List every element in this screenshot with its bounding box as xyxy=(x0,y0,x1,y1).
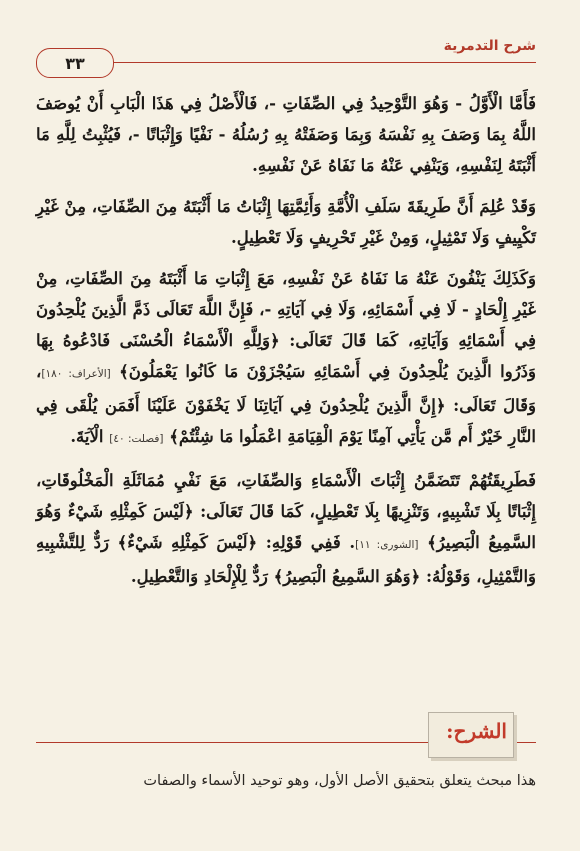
commentary-line: هذا مبحث يتعلق بتحقيق الأصل الأول، وهو توحيد الأسماء والصفات xyxy=(143,773,536,789)
quran-quote-araf: ﴿وَلِلَّهِ الْأَسْمَاءُ الْحُسْنَى فَادْعُوهُ بِهَا وَذَرُوا الَّذِينَ يُلْحِدُونَ فِي أَسْمَائِهِ سَيُجْزَوْنَ مَا كَانُوا يَعْمَلُونَ﴾ xyxy=(36,331,536,381)
paragraph-3-text-end: الْآيَةَ. xyxy=(70,427,110,446)
header-rule xyxy=(112,62,536,63)
paragraph-4 xyxy=(36,465,536,592)
paragraph-3-text-b: ، وَقَالَ تَعَالَى: xyxy=(36,362,536,415)
paragraph-3 xyxy=(36,263,536,455)
quran-quote-shura: ﴿لَيْسَ كَمِثْلِهِ شَيْءٌ وَهُوَ السَّمِيعُ الْبَصِيرُ﴾ xyxy=(36,502,536,552)
page-number-badge xyxy=(36,48,114,78)
citation-shura: [الشورى: ١١] xyxy=(355,539,419,551)
page-header xyxy=(36,34,536,78)
sharh-heading: الشرح: xyxy=(446,719,507,743)
quran-quote-samee: ﴿وَهُوَ السَّمِيعُ الْبَصِيرُ﴾ xyxy=(273,567,421,586)
paragraph-2-text: وَقَدْ عُلِمَ أَنَّ طَرِيقَةَ سَلَفِ الْأُمَّةِ وَأَئِمَّتِهَا إِثْبَاتُ مَا أَثْبَتَهُ مِنَ الصِّفَاتِ، مِنْ غَيْرِ تَكْيِيفٍ وَلَا تَمْثِيلٍ، وَمِنْ غَيْرِ تَحْرِيفٍ وَلَا تَعْطِيلٍ. xyxy=(36,197,536,247)
quran-quote-fussilat: ﴿إِنَّ الَّذِينَ يُلْحِدُونَ فِي آيَاتِنَا لَا يَخْفَوْنَ عَلَيْنَا أَفَمَن يُلْقَى فِي النَّارِ خَيْرٌ أَم مَّن يَأْتِي آمِنًا يَوْمَ الْقِيَامَةِ اعْمَلُوا مَا شِئْتُمْ﴾ xyxy=(36,396,536,446)
paragraph-4-text-c: رَدٌّ لِلتَّشْبِيهِ وَالتَّمْثِيلِ، وَقَوْلُهُ: xyxy=(36,533,536,586)
running-header-title: شرح التدمرية xyxy=(443,38,536,54)
paragraph-1-text: فَأَمَّا الْأَوَّلُ - وَهُوَ التَّوْحِيدُ فِي الصِّفَاتِ -، فَالْأَصْلُ فِي هَذَا الْبَابِ أَنْ يُوصَفَ اللَّهُ بِمَا وَصَفَ بِهِ نَفْسَهُ وَبِمَا وَصَفَتْهُ بِهِ رُسُلُهُ - نَفْيًا وَإِثْبَاتًا -، فَيُثْبِتُ لِلَّهِ مَا أَثْبَتَهُ لِنَفْسِهِ، وَيَنْفِي عَنْهُ مَا نَفَاهُ عَنْ نَفْسِهِ. xyxy=(36,94,536,175)
commentary-text xyxy=(36,768,536,794)
citation-araf: [الأعراف: ١٨٠] xyxy=(41,368,111,380)
paragraph-3-text-a: وَكَذَلِكَ يَنْفُونَ عَنْهُ مَا نَفَاهُ عَنْ نَفْسِهِ، مَعَ إِثْبَاتِ مَا أَثْبَتَهُ مِنَ الصِّفَاتِ، مِنْ غَيْرِ إِلْحَادٍ - لَا فِي أَسْمَائِهِ، وَلَا فِي آيَاتِهِ -، فَإِنَّ اللَّهَ تَعَالَى ذَمَّ الَّذِينَ يُلْحِدُونَ فِي أَسْمَائِهِ وَآيَاتِهِ، كَمَا قَالَ تَعَالَى: xyxy=(36,269,536,350)
main-text xyxy=(36,88,536,602)
citation-fussilat: [فصلت: ٤٠] xyxy=(109,433,164,445)
page-number: ٣٣ xyxy=(65,53,85,73)
sharh-heading-box xyxy=(428,712,514,758)
paragraph-4-text-d: رَدٌّ لِلْإِلْحَادِ وَالتَّعْطِيلِ. xyxy=(130,567,268,586)
paragraph-4-text-b: . فَفِي قَوْلِهِ: xyxy=(265,533,356,552)
paragraph-2 xyxy=(36,191,536,253)
paragraph-4-text-a: فَطَرِيقَتُهُمْ تَتَضَمَّنُ إِثْبَاتَ الْأَسْمَاءِ وَالصِّفَاتِ، مَعَ نَفْيِ مُمَاثَلَةِ الْمَخْلُوقَاتِ، إِثْبَاتًا بِلَا تَشْبِيهٍ، وَتَنْزِيهًا بِلَا تَعْطِيلٍ، كَمَا قَالَ تَعَالَى: xyxy=(36,471,537,521)
quran-quote-laysa: ﴿لَيْسَ كَمِثْلِهِ شَيْءٌ﴾ xyxy=(117,533,258,552)
paragraph-1 xyxy=(36,88,536,181)
